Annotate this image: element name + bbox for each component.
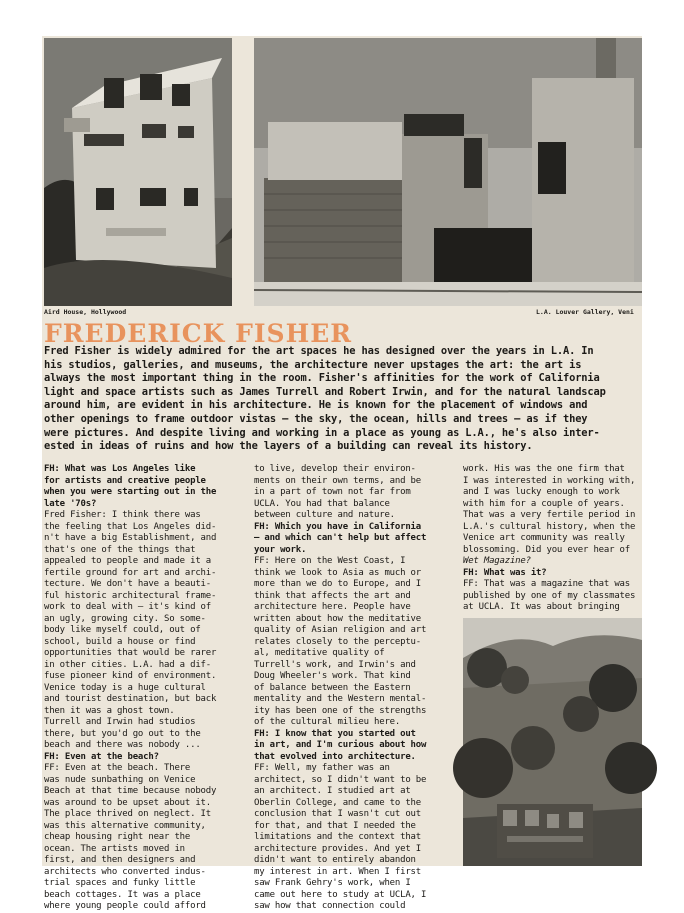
interview-line: I was interested in working with,	[463, 475, 636, 486]
interview-line: saw how that connection could	[254, 901, 406, 911]
interview-line: Turrell and Irwin had studios	[44, 717, 196, 727]
interview-line: where young people could afford	[44, 901, 206, 911]
interview-line: body like myself could, out of	[44, 625, 201, 635]
interview-line: didn't want to entirely abandon	[254, 855, 416, 865]
interview-line: FF: Well, my father was an	[254, 763, 390, 773]
interview-line: blossoming. Did you ever hear of	[463, 544, 630, 555]
interview-line: Fred Fisher: I think there was	[44, 510, 201, 520]
column-2	[254, 464, 460, 913]
interview-line: to live, develop their environ-	[254, 464, 416, 474]
interview-line: written about how the meditative	[254, 613, 421, 624]
interview-line: in a part of town not far from	[254, 487, 411, 497]
interview-line: fuse pioneer kind of environment.	[44, 671, 217, 681]
interview-line: beach and there was nobody ...	[44, 740, 201, 750]
interview-line: that evolved into architecture.	[254, 751, 416, 762]
interview-line: L.A.'s cultural history, when the	[463, 521, 636, 532]
interview-line: when you were starting out in the	[44, 487, 217, 497]
intro-line: other openings to frame outdoor vistas — the sky, the ocean, hills and trees — as if they	[44, 412, 588, 425]
interview-line: beach cottages. It was a place	[44, 889, 201, 900]
interview-line: FH: What was Los Angeles like	[44, 464, 196, 474]
column-3	[463, 464, 642, 614]
interview-line: and tourist destination, but back	[44, 694, 217, 704]
interview-line: relates closely to the perceptu-	[254, 636, 421, 647]
interview-line: the feeling that Los Angeles did-	[44, 521, 217, 532]
interview-line: more than we do to Europe, and I	[254, 579, 421, 589]
interview-line: an ugly, growing city. So some-	[44, 613, 206, 624]
interview-line: ful historic architectural frame-	[44, 590, 217, 601]
article-title: FREDERICK FISHER	[44, 319, 353, 348]
interview-line: FF: Here on the West Coast, I	[254, 556, 406, 566]
interview-line: was nude sunbathing on Venice	[44, 774, 196, 785]
interview-line: there, but you'd go out to the	[44, 728, 201, 739]
interview-line: work. His was the one firm that	[463, 464, 625, 474]
interview-line: al, meditative quality of	[254, 648, 385, 658]
interview-line: Oberlin College, and came to the	[254, 797, 421, 808]
interview-line: That was a very fertile period in	[463, 510, 636, 520]
hillside-landscape-photo	[463, 618, 642, 866]
interview-line: work to deal with — it's kind of	[44, 602, 211, 612]
intro-line: Fred Fisher is widely admired for the art spaces he has designed over the years in L.A. In	[44, 345, 594, 357]
interview-line: Venice today is a huge cultural	[44, 682, 206, 693]
magazine-page	[42, 36, 642, 911]
interview-line: Doug Wheeler's work. That kind	[254, 671, 411, 681]
intro-line: always the most important thing in the room. Fisher's affinities for the work of California	[44, 372, 600, 385]
column-1	[44, 464, 250, 913]
interview-line: architecture here. People have	[254, 602, 411, 612]
interview-line: saw Frank Gehry's work, when I	[254, 878, 411, 888]
interview-line: ity has been one of the strengths	[254, 705, 427, 716]
intro-line: light and space artists such as James Turrell and Robert Irwin, and for the natural landscap	[44, 385, 606, 398]
interview-line: your work.	[254, 544, 307, 555]
interview-line: appealed to people and made it a	[44, 556, 211, 566]
interview-line: FF: Even at the beach. There	[44, 763, 191, 773]
interview-line: was around to be upset about it.	[44, 797, 211, 808]
interview-line: with him for a couple of years.	[463, 498, 625, 509]
interview-line: my interest in art. When I first	[254, 866, 421, 877]
interview-line: FF: That was a magazine that was	[463, 579, 630, 589]
interview-line: Venice art community was really	[463, 533, 625, 543]
interview-line: Turrell's work, and Irwin's and	[254, 659, 416, 670]
interview-line: n't have a big Establishment, and	[44, 533, 217, 543]
interview-line: came out here to study at UCLA, I	[254, 889, 427, 900]
interview-line: architects who converted indus-	[44, 866, 206, 877]
interview-line: quality of Asian religion and art	[254, 625, 427, 635]
interview-line: ocean. The artists moved in	[44, 843, 185, 854]
interview-line: mentality and the Western mental-	[254, 694, 427, 704]
interview-line: and I was lucky enough to work	[463, 487, 620, 497]
aird-house-photo	[44, 38, 232, 306]
interview-line: ments on their own terms, and be	[254, 475, 421, 486]
intro-paragraph	[44, 345, 641, 454]
left-photo-caption: Aird House, Hollywood	[44, 308, 127, 316]
intro-line: were pictures. And despite living and working in a place as young as L.A., he's also inter-	[44, 426, 600, 439]
interview-line: in other cities. L.A. had a dif-	[44, 659, 211, 670]
interview-line: limitations and the context that	[254, 832, 421, 842]
interview-line: an architect. I studied art at	[254, 786, 411, 796]
right-photo-caption: L.A. Louver Gallery, Veni	[536, 308, 634, 316]
interview-line: for artists and creative people	[44, 475, 206, 486]
interview-line: architect, so I didn't want to be	[254, 774, 427, 785]
interview-line: FH: I know that you started out	[254, 728, 416, 739]
interview-line: in art, and I'm curious about how	[254, 740, 427, 750]
interview-line: cheap housing right near the	[44, 832, 191, 842]
interview-line: of balance between the Eastern	[254, 682, 411, 693]
interview-line: conclusion that I wasn't cut out	[254, 809, 421, 819]
intro-line: his studios, galleries, and museums, the architecture never upstages the art: the art is	[44, 358, 582, 371]
interview-line: UCLA. You had that balance	[254, 498, 390, 509]
intro-line: around him, are evident in his architecture. He is known for the placement of windows and	[44, 399, 588, 412]
interview-line: that's one of the things that	[44, 544, 196, 555]
interview-line: FH: Which you have in California	[254, 521, 421, 532]
interview-line: — and which can't help but affect	[254, 533, 427, 543]
interview-line: think that affects the art and	[254, 590, 411, 601]
interview-line: tecture. We don't have a beauti-	[44, 579, 211, 589]
interview-line: at UCLA. It was about bringing	[463, 602, 620, 612]
interview-line: school, build a house or find	[44, 636, 196, 647]
interview-line: trial spaces and funky little	[44, 878, 196, 888]
interview-line: FH: Even at the beach?	[44, 751, 159, 762]
interview-line: first, and then designers and	[44, 855, 196, 865]
interview-line: opportunities that would be rarer	[44, 648, 217, 658]
interview-line: for that, and that I needed the	[254, 820, 416, 831]
la-louver-gallery-photo	[254, 38, 642, 306]
interview-line: late '70s?	[44, 498, 97, 509]
interview-line: The place thrived on neglect. It	[44, 809, 211, 819]
interview-line: of the cultural milieu here.	[254, 717, 401, 727]
interview-line: Beach at that time because nobody	[44, 786, 217, 796]
interview-line: FH: What was it?	[463, 567, 547, 578]
interview-line: was this alternative community,	[44, 820, 206, 831]
interview-line: published by one of my classmates	[463, 590, 636, 601]
interview-line: fertile ground for art and archi-	[44, 567, 217, 578]
interview-line: architecture provides. And yet I	[254, 843, 421, 854]
interview-line: think we look to Asia as much or	[254, 567, 421, 578]
interview-line: Wet Magazine?	[463, 556, 531, 566]
intro-line: ested in ideas of ruins and how the layers of a building can reveal its history.	[44, 440, 533, 453]
interview-line: between culture and nature.	[254, 510, 395, 520]
interview-line: then it was a ghost town.	[44, 705, 175, 716]
